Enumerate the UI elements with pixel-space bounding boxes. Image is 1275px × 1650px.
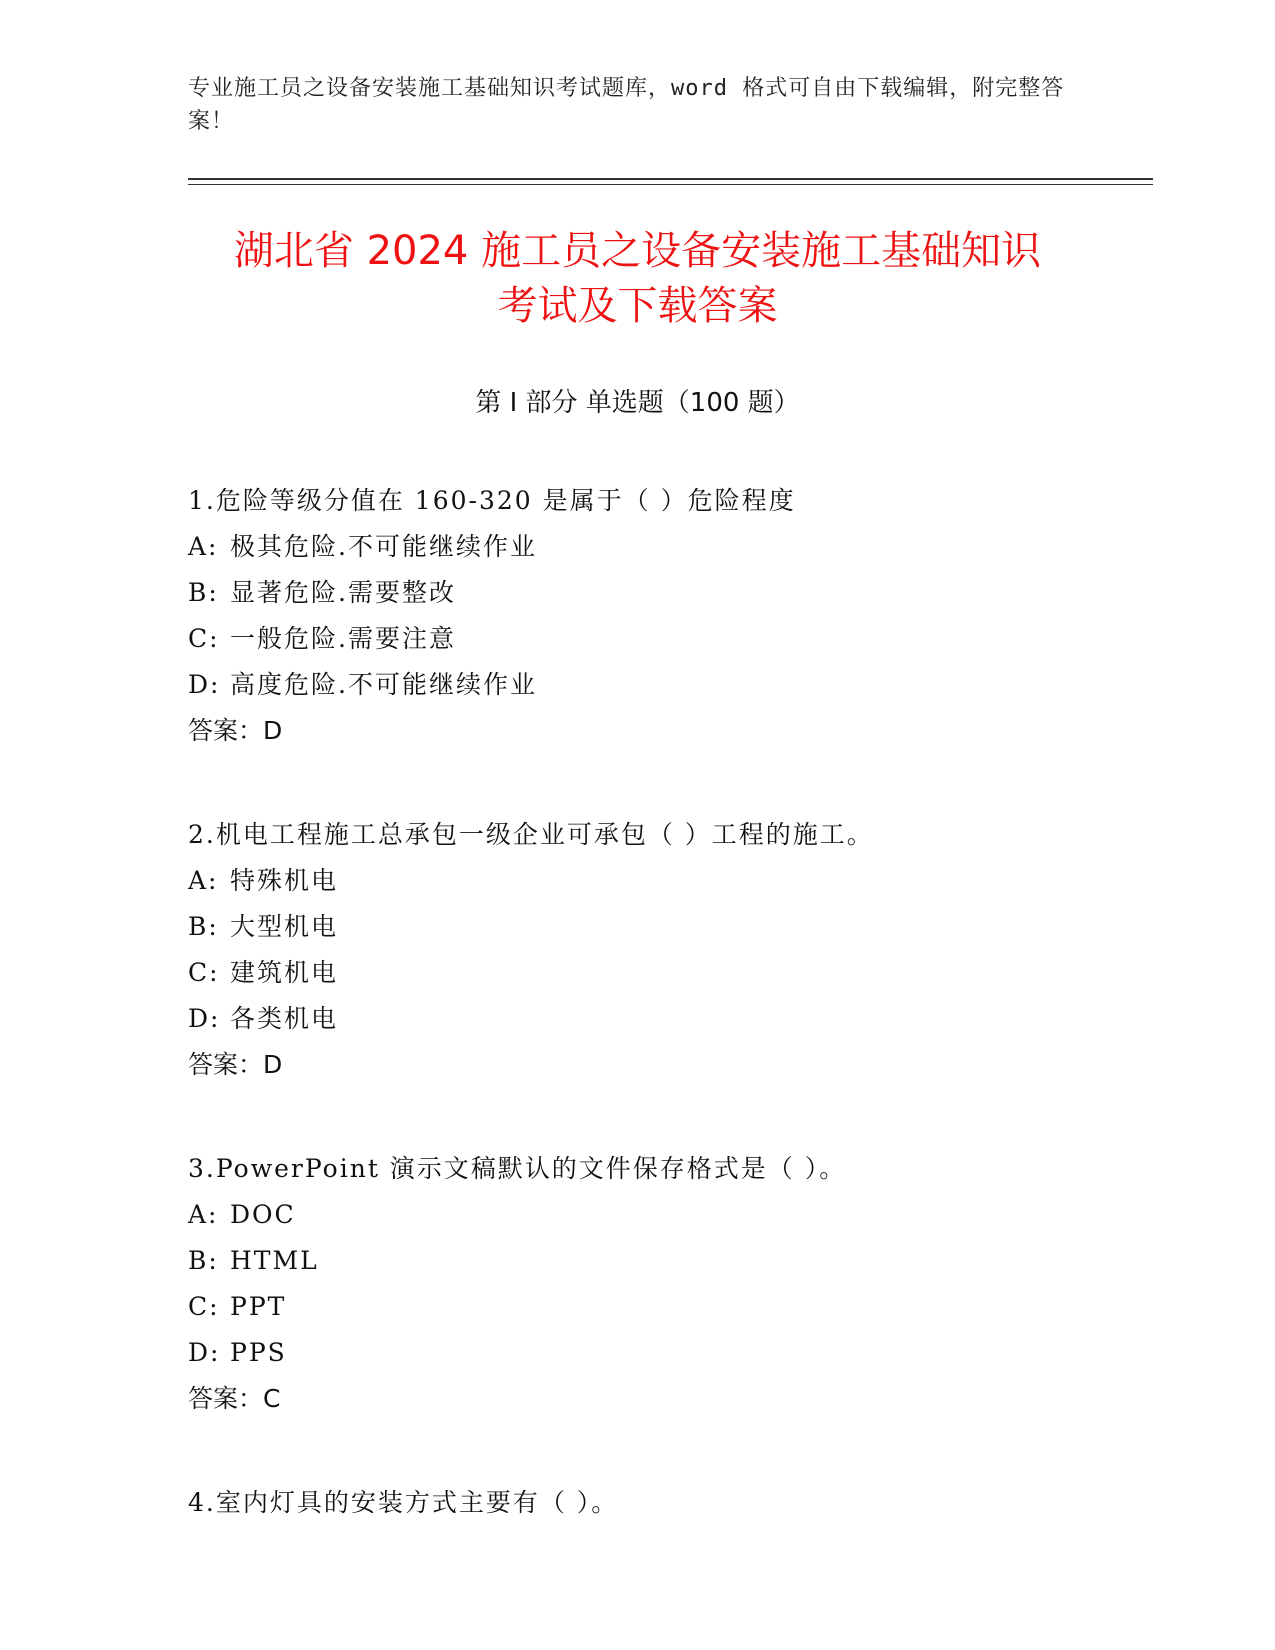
option-d (188, 996, 1148, 1042)
option-text: DOC (230, 1200, 296, 1229)
option-c (188, 950, 1148, 996)
option-b (188, 1238, 1148, 1284)
question-1 (188, 478, 1148, 754)
option-text: HTML (230, 1246, 319, 1275)
option-letter: A: (188, 532, 219, 561)
option-text: 特殊机电 (230, 866, 339, 895)
question-stem: 1.危险等级分值在 160-320 是属于（ ）危险程度 (188, 486, 796, 515)
option-text: PPT (230, 1292, 287, 1321)
document-title (100, 224, 1175, 334)
option-letter: B: (188, 578, 219, 607)
option-a (188, 1192, 1148, 1238)
header-divider-thin (188, 184, 1153, 185)
option-text: 各类机电 (230, 1004, 339, 1033)
option-letter: D: (188, 1004, 221, 1033)
question-2 (188, 812, 1148, 1088)
question-stem: 2.机电工程施工总承包一级企业可承包（ ）工程的施工。 (188, 820, 874, 849)
question-list (188, 478, 1148, 1584)
answer: 答案：C (188, 1384, 281, 1413)
document-title-line2: 考试及下载答案 (497, 283, 778, 329)
option-letter: B: (188, 912, 219, 941)
question-stem: 3.PowerPoint 演示文稿默认的文件保存格式是（ ）。 (188, 1154, 847, 1183)
header-divider-thick (188, 178, 1153, 180)
option-text: 极其危险.不可能继续作业 (230, 532, 537, 561)
option-text: 大型机电 (230, 912, 339, 941)
option-b (188, 904, 1148, 950)
option-text: 建筑机电 (230, 958, 339, 987)
question-3 (188, 1146, 1148, 1422)
document-title-line1: 湖北省 2024 施工员之设备安装施工基础知识 (233, 228, 1042, 274)
option-text: PPS (230, 1338, 287, 1367)
answer: 答案：D (188, 716, 283, 745)
question-stem: 4.室内灯具的安装方式主要有（ ）。 (188, 1488, 619, 1517)
header-note: 专业施工员之设备安装施工基础知识考试题库，word 格式可自由下载编辑，附完整答案！ (188, 76, 1065, 134)
option-text: 高度危险.不可能继续作业 (230, 670, 537, 699)
option-a (188, 858, 1148, 904)
option-letter: A: (188, 1200, 219, 1229)
option-a (188, 524, 1148, 570)
option-c (188, 1284, 1148, 1330)
section-title: 第 I 部分 单选题（100 题） (475, 388, 800, 418)
option-letter: D: (188, 670, 221, 699)
option-text: 一般危险.需要注意 (230, 624, 456, 653)
option-text: 显著危险.需要整改 (230, 578, 456, 607)
option-letter: D: (188, 1338, 221, 1367)
option-d (188, 662, 1148, 708)
option-letter: C: (188, 624, 220, 653)
option-letter: C: (188, 958, 220, 987)
option-d (188, 1330, 1148, 1376)
option-b (188, 570, 1148, 616)
answer: 答案：D (188, 1050, 283, 1079)
option-c (188, 616, 1148, 662)
question-4 (188, 1480, 1148, 1526)
option-letter: A: (188, 866, 219, 895)
option-letter: B: (188, 1246, 219, 1275)
option-letter: C: (188, 1292, 220, 1321)
